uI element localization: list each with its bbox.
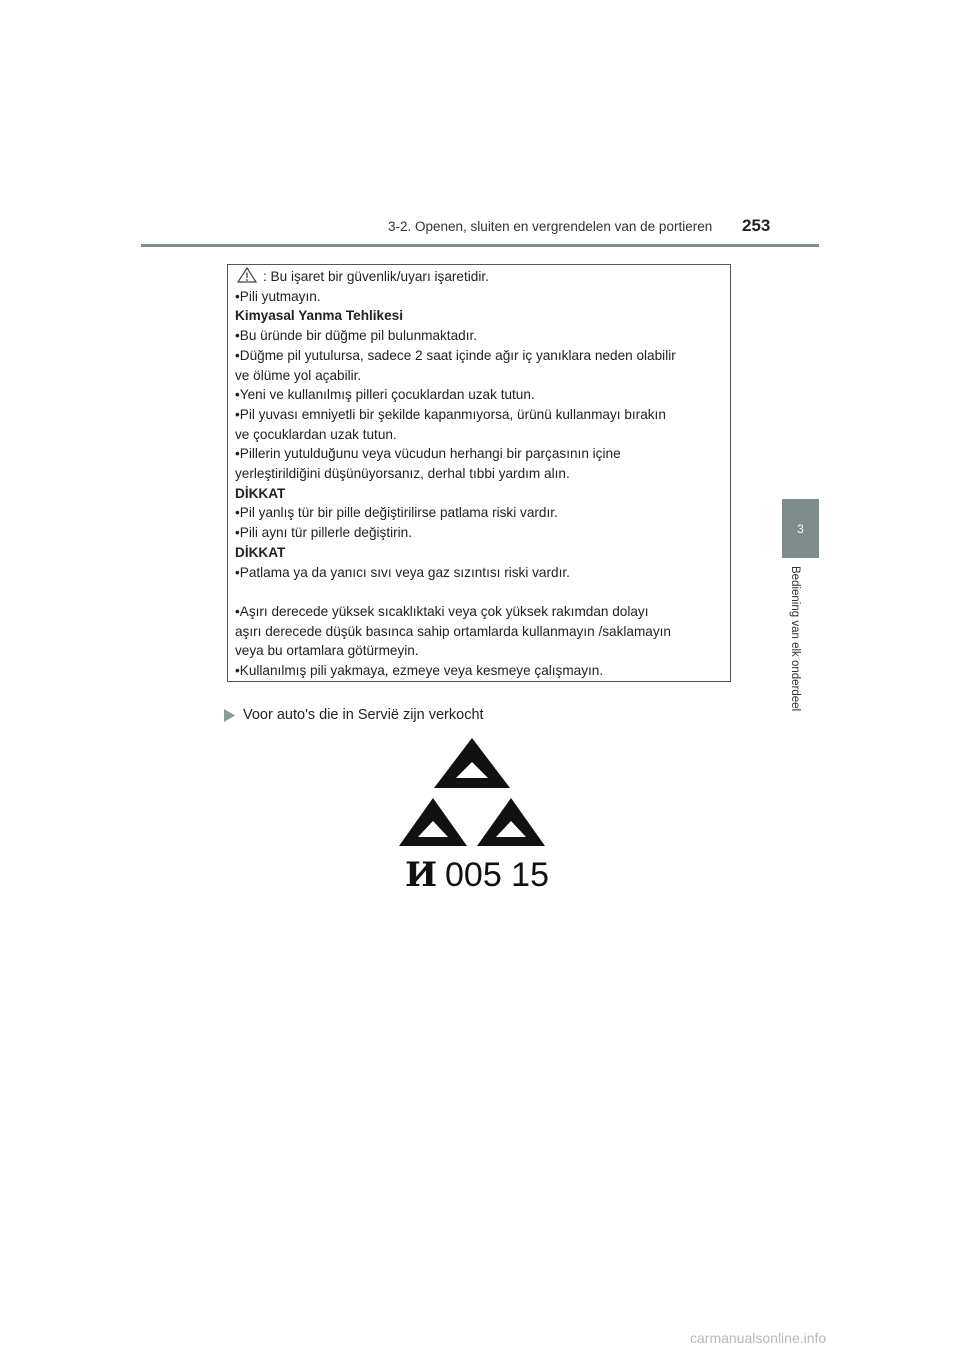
warning-box <box>227 264 731 682</box>
warning-line-text: aşırı derecede düşük basınca sahip ortamlarda kullanmayın /saklamayın <box>235 623 671 639</box>
section-title: 3-2. Openen, sluiten en vergrendelen van de portieren <box>388 219 713 234</box>
caption-text: Voor auto's die in Servië zijn verkocht <box>243 707 484 723</box>
warning-line <box>235 622 730 642</box>
warning-line <box>235 405 730 425</box>
warning-line-text: •Pili yutmayın. <box>235 288 321 304</box>
warning-line <box>235 484 730 504</box>
warning-line <box>235 464 730 484</box>
warning-line-text: •Kullanılmış pili yakmaya, ezmeye veya kesmeye çalışmayın. <box>235 663 604 679</box>
warning-line <box>235 503 730 523</box>
warning-line-text: veya bu ortamlara götürmeyin. <box>235 643 419 659</box>
warning-line <box>235 425 730 445</box>
caption-row <box>224 707 484 723</box>
chapter-tab <box>782 499 819 558</box>
warning-line <box>235 543 730 563</box>
triangle-arrow-icon <box>224 709 235 722</box>
warning-line-text: yerleştirildiğini düşünüyorsanız, derhal tıbbi yardım alın. <box>235 466 570 482</box>
warning-line <box>235 306 730 326</box>
certification-mark-glyph: И <box>405 855 438 895</box>
warning-line-text: •Düğme pil yutulursa, sadece 2 saat içinde ağır iç yanıklara neden olabilir <box>235 347 676 363</box>
triangle-right-icon <box>477 798 545 846</box>
warning-line <box>235 385 730 405</box>
warning-line-text: DİKKAT <box>235 485 286 501</box>
chapter-side-label: Bediening van elk onderdeel <box>789 566 801 712</box>
warning-line <box>235 661 730 681</box>
warning-line <box>235 366 730 386</box>
chapter-number: 3 <box>797 521 804 536</box>
warning-line-text: •Pil yanlış tür bir pille değiştirilirse patlama riski vardır. <box>235 505 558 521</box>
warning-line-text: •Pil yuvası emniyetli bir şekilde kapanmıyorsa, ürünü kullanmayı bırakın <box>235 406 666 422</box>
warning-line <box>235 563 730 583</box>
warning-line-text: •Bu üründe bir düğme pil bulunmaktadır. <box>235 328 478 344</box>
certification-code: 005 15 <box>445 856 549 894</box>
warning-line <box>235 346 730 366</box>
warning-line-text: •Patlama ya da yanıcı sıvı veya gaz sızıntısı riski vardır. <box>235 564 570 580</box>
warning-line <box>235 287 730 307</box>
triangle-top-icon <box>434 738 510 788</box>
warning-line-text: Kimyasal Yanma Tehlikesi <box>235 308 404 324</box>
watermark: carmanualsonline.info <box>690 1330 827 1346</box>
warning-line <box>235 267 730 287</box>
warning-line <box>235 444 730 464</box>
warning-spacer <box>235 582 730 602</box>
warning-line-text: •Yeni ve kullanılmış pilleri çocuklardan uzak tutun. <box>235 387 535 403</box>
header-rule <box>141 244 819 247</box>
warning-line-text: •Pillerin yutulduğunu veya vücudun herhangi bir parçasının içine <box>235 446 621 462</box>
warning-line-text: ve çocuklardan uzak tutun. <box>235 426 397 442</box>
warning-line-text: : Bu işaret bir güvenlik/uyarı işaretidir. <box>263 269 489 284</box>
warning-line-text: •Pili aynı tür pillerle değiştirin. <box>235 525 413 541</box>
warning-line-text: ve ölüme yol açabilir. <box>235 367 362 383</box>
warning-triangle-icon <box>237 267 257 283</box>
warning-line <box>235 326 730 346</box>
triangle-left-icon <box>399 798 467 846</box>
certification-symbol <box>393 736 553 896</box>
warning-line <box>235 602 730 622</box>
page-number: 253 <box>742 216 771 235</box>
warning-line-text: •Aşırı derecede yüksek sıcaklıktaki veya çok yüksek rakımdan dolayı <box>235 603 649 619</box>
warning-line <box>235 641 730 661</box>
warning-line-text: DİKKAT <box>235 544 286 560</box>
warning-line <box>235 523 730 543</box>
